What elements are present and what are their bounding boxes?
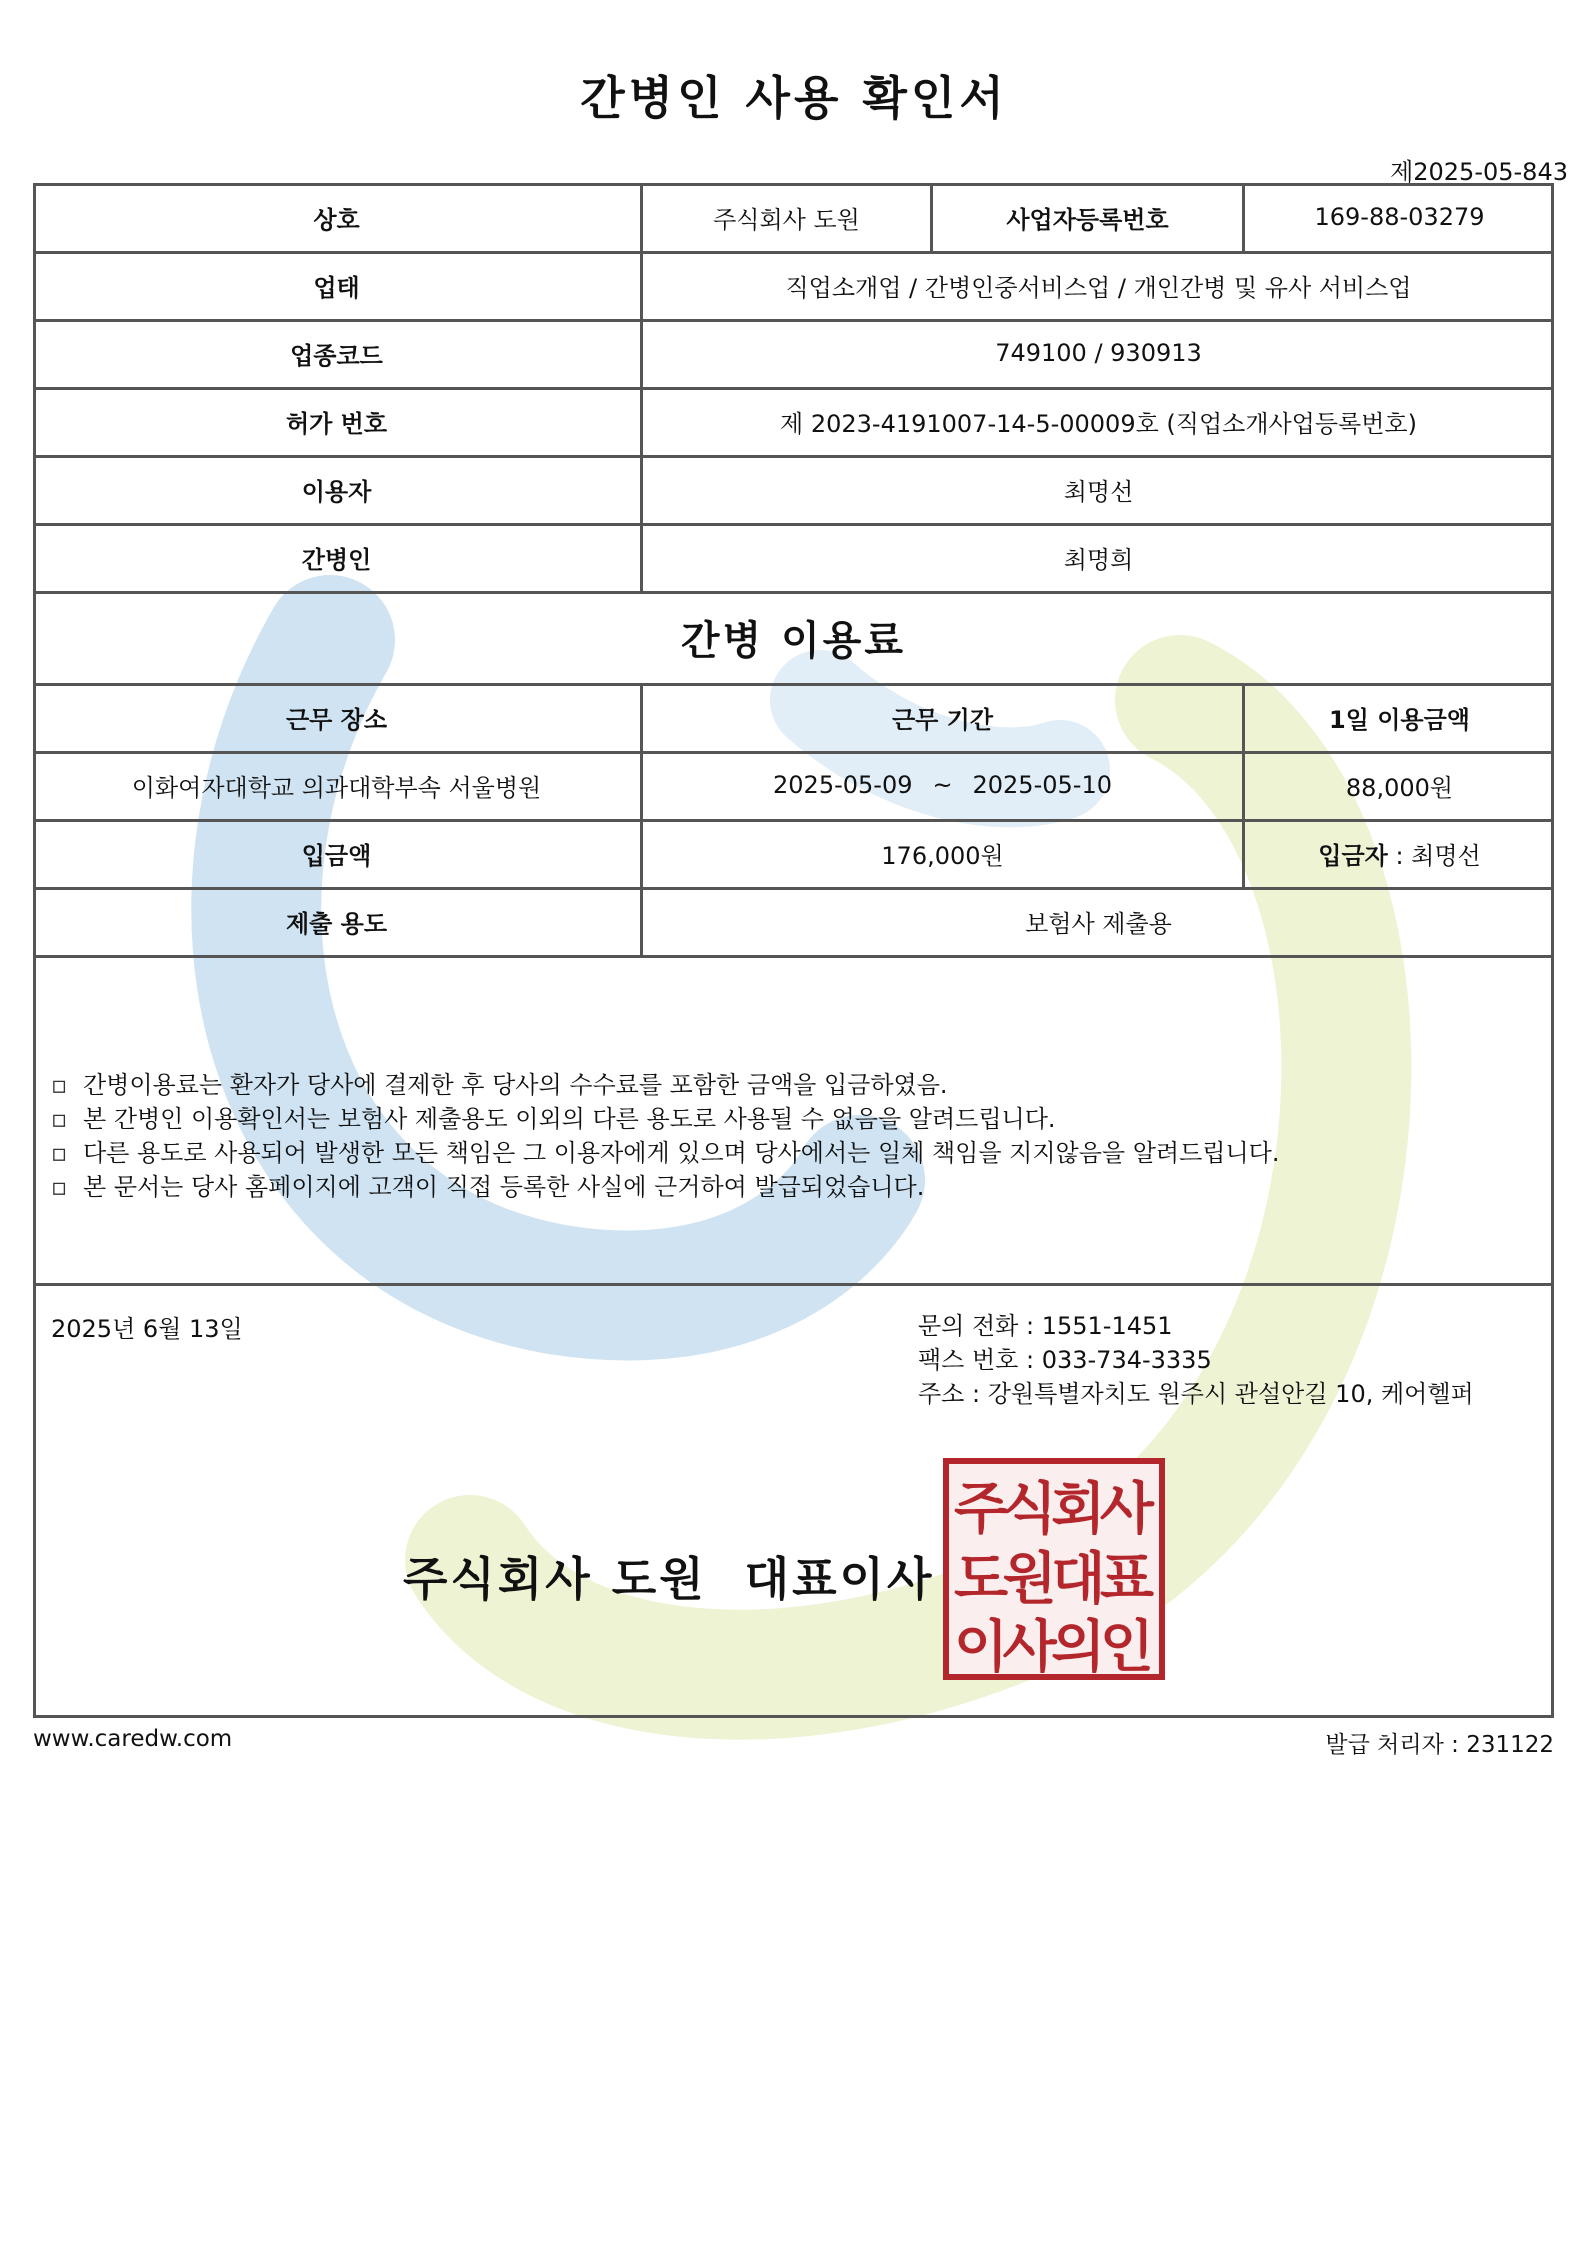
user-value: 최명선 xyxy=(1063,477,1134,506)
footer-processor: 발급 처리자 : 231122 xyxy=(1325,1732,1554,1758)
row-purpose xyxy=(33,887,1554,955)
period-label: 근무 기간 xyxy=(643,683,1245,751)
regno-label: 사업자등록번호 xyxy=(933,183,1245,251)
certificate-table xyxy=(33,183,1554,1718)
period-start: 2025-05-09 xyxy=(773,771,913,799)
contact-info xyxy=(918,1309,1474,1411)
license-value: 제 2023-4191007-14-5-00009호 (직업소개사업등록번호) xyxy=(780,409,1417,438)
seal-line-1: 주식회사 xyxy=(954,1477,1154,1542)
business-type-value: 직업소개업 / 간병인중서비스업 / 개인간병 및 유사 서비스업 xyxy=(785,273,1412,302)
user-label: 이용자 xyxy=(33,455,643,523)
caregiver-value: 최명희 xyxy=(1063,545,1134,574)
row-license xyxy=(33,387,1554,455)
depositor xyxy=(1245,819,1554,887)
row-deposit xyxy=(33,819,1554,887)
purpose-label: 제출 용도 xyxy=(33,887,643,955)
depositor-label: 입금자 xyxy=(1318,841,1388,870)
caregiver-label: 간병인 xyxy=(33,523,643,591)
document-title: 간병인 사용 확인서 xyxy=(580,71,1008,125)
contact-phone: 문의 전화 : 1551-1451 xyxy=(918,1312,1173,1340)
bullet-icon: ▫ xyxy=(51,1071,68,1099)
purpose-value: 보험사 제출용 xyxy=(1025,909,1172,938)
note-item: ▫ 본 간병인 이용확인서는 보험사 제출용도 이외의 다른 용도로 사용될 수 없음을 알려드립니다. xyxy=(51,1102,1279,1136)
notes-list xyxy=(51,1068,1279,1204)
place-value: 이화여자대학교 의과대학부속 서울병원 xyxy=(33,751,643,819)
row-industry-code xyxy=(33,319,1554,387)
deposit-value: 176,000원 xyxy=(643,819,1245,887)
bullet-icon: ▫ xyxy=(51,1105,68,1133)
row-business-name xyxy=(33,183,1554,251)
period-value xyxy=(643,751,1245,819)
business-name-label: 상호 xyxy=(33,183,643,251)
note-item: ▫ 다른 용도로 사용되어 발생한 모든 책임은 그 이용자에게 있으며 당사에서는 일체 책임을 지지않음을 알려드립니다. xyxy=(51,1136,1279,1170)
bullet-icon: ▫ xyxy=(51,1139,68,1167)
footer-website: www.caredw.com xyxy=(33,1726,233,1752)
seal-line-2: 도원대표 xyxy=(954,1547,1154,1612)
business-type-label: 업태 xyxy=(33,251,643,319)
row-fee-values xyxy=(33,751,1554,819)
deposit-label: 입금액 xyxy=(33,819,643,887)
document-number: 제2025-05-843 xyxy=(1390,158,1568,186)
row-fee-title xyxy=(33,591,1554,683)
daily-fee-value: 88,000원 xyxy=(1345,773,1454,802)
license-label: 허가 번호 xyxy=(33,387,643,455)
seal-line-3: 이사의인 xyxy=(954,1615,1154,1680)
signature-line: 주식회사 도원 대표이사 xyxy=(403,1552,935,1606)
bullet-icon: ▫ xyxy=(51,1173,68,1201)
daily-fee-label: 1일 이용금액 xyxy=(1329,705,1470,734)
period-separator: ~ xyxy=(932,771,953,799)
contact-address: 주소 : 강원특별자치도 원주시 관설안길 10, 케어헬퍼 xyxy=(918,1380,1474,1408)
depositor-value: : 최명선 xyxy=(1387,841,1481,870)
fee-section-title: 간병 이용료 xyxy=(680,617,907,664)
note-item: ▫ 간병이용료는 환자가 당사에 결제한 후 당사의 수수료를 포함한 금액을 입금하였음. xyxy=(51,1068,1279,1102)
row-caregiver xyxy=(33,523,1554,591)
business-name-value: 주식회사 도원 xyxy=(643,183,933,251)
company-seal xyxy=(943,1458,1165,1680)
row-fee-header xyxy=(33,683,1554,751)
industry-code-value: 749100 / 930913 xyxy=(995,339,1202,367)
contact-fax: 팩스 번호 : 033-734-3335 xyxy=(918,1346,1212,1374)
regno-value: 169-88-03279 xyxy=(1314,203,1485,231)
place-label: 근무 장소 xyxy=(33,683,643,751)
row-business-type xyxy=(33,251,1554,319)
period-end: 2025-05-10 xyxy=(972,771,1112,799)
note-item: ▫ 본 문서는 당사 홈페이지에 고객이 직접 등록한 사실에 근거하여 발급되었습니다. xyxy=(51,1170,1279,1204)
industry-code-label: 업종코드 xyxy=(33,319,643,387)
issue-date: 2025년 6월 13일 xyxy=(51,1315,243,1343)
row-user xyxy=(33,455,1554,523)
